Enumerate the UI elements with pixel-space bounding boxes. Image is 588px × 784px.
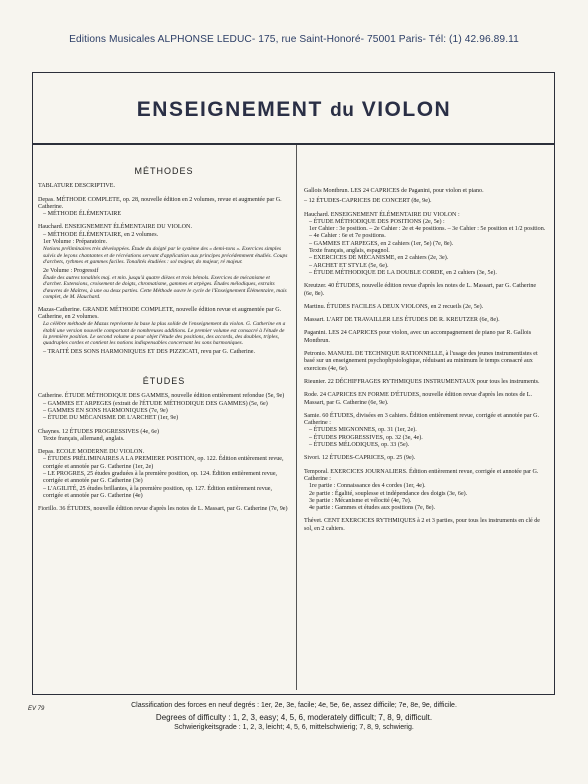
difficulty-de: Schwierigkeitsgrade : 1, 2, 3, leicht; 4, 5, 6, mittelschwierig; 7, 8, 9, schwierig. xyxy=(174,724,414,731)
title-divider xyxy=(32,143,555,145)
catalog-entry xyxy=(304,330,546,345)
entry-line: – LE PROGRES, 25 études graduées à la première position, op. 124. Édition entièrement revue, corrigée et annotée par G. Catherine (3e) xyxy=(43,471,278,485)
entry-line: Catherine. ÉTUDE MÉTHODIQUE DES GAMMES, nouvelle édition entièrement refondue (5e, 9e) xyxy=(38,393,285,400)
catalog-entry xyxy=(38,183,290,190)
catalog-entry xyxy=(304,304,546,311)
catalog-entry xyxy=(304,212,546,278)
entry-line: 2e Volume : Progressif xyxy=(43,267,99,274)
entry-line: 4e partie : Gammes et études aux positions (7e, 8e). xyxy=(309,505,436,512)
entry-line: 1er Cahier : 3e position. – 2e Cahier : 2e et 4e positions. – 3e Cahier : 5e position et 1/2 position. – 4e Cahier : 6e et 7e positions. xyxy=(309,226,546,240)
entry-line: – GAMMES ET ARPEGES, en 2 cahiers (1er, 5e) (7e, 8e). xyxy=(309,240,454,247)
catalog-entry xyxy=(38,393,290,422)
entry-line: Hauchard. ENSEIGNEMENT ÉLÉMENTAIRE DU VIOLON : xyxy=(304,211,460,218)
difficulty-fr: Classification des forces en neuf degrés : 1er, 2e, 3e, facile; 4e, 5e, 6e, assez difficile; 7e, 8e, 9e, difficile. xyxy=(131,702,457,709)
entry-line: – GAMMES EN SONS HARMONIQUES (7e, 9e) xyxy=(43,407,168,414)
entry-line: Mazas-Catherine. GRANDE MÉTHODE COMPLETE, nouvelle édition revue et augmentée par G. Catherine, en 2 volumes. xyxy=(38,306,282,320)
entry-line: Depas. MÉTHODE COMPLETE, op. 28, nouvelle édition en 2 volumes, revue et augmentée par G. Catherine. xyxy=(38,196,282,210)
left-column xyxy=(38,148,290,519)
right-column xyxy=(304,188,546,539)
catalog-entry xyxy=(304,469,546,513)
entry-line: Martinu. ÉTUDES FACILES A DEUX VIOLONS, en 2 recueils (2e, 5e). xyxy=(304,303,484,310)
entry-line: Samie. 60 ÉTUDES, divisées en 3 cahiers. Édition entièrement revue, corrigée et annotée par G. Catherine : xyxy=(304,412,540,427)
entry-line: Paganini. LES 24 CAPRICES pour violon, avec un accompagnement de piano par R. Gallois Montbrun. xyxy=(304,330,532,344)
difficulty-en: Degrees of difficulty : 1, 2, 3, easy; 4, 5, 6, moderately difficult; 7, 8, 9, difficult. xyxy=(155,713,433,722)
catalog-entry xyxy=(38,449,290,500)
entry-description: Étude des autres tonalités maj. et min. jusqu'à quatre dièzes et trois bémols. Exercices de mécanisme et d'archet. Extensions, croisement de doigts, chromatisme, gammes et arpèges. Études mélodiques, extraits d'œuvres de Maîtres, à une ou deux parties. Cette Méthode ouvre le cycle de l'Enseignement Élémentaire, mais complet, de M. Hauchard. xyxy=(43,274,287,301)
entry-line: Rieunier. 22 DÉCHIFFRAGES RYTHMIQUES INSTRUMENTAUX pour tous les instruments. xyxy=(304,378,540,385)
entry-line: 1er Volume : Préparatoire. xyxy=(43,239,108,246)
column-divider xyxy=(296,145,297,690)
section-etudes: ÉTUDES xyxy=(142,376,186,387)
entry-line: – ÉTUDES MÉLODIQUES, op. 33 (5e). xyxy=(309,442,410,449)
right-list xyxy=(304,198,546,533)
entry-line: Petronio. MANUEL DE TECHNIQUE RATIONNELLE, à l'usage des jeunes instrumentistes et basé sur un enseignement psychophysiologique, réduisant au minimum le temps consacré aux exercices (4e, 6e). xyxy=(304,351,538,372)
entry-description: La célèbre méthode de Mazas représente la base la plus solide de l'enseignement du violon. G. Catherine en a établi une version nouvelle comportant de nombreuses additions. Le premier volume est consacré à l'étude de la première position. Le second volume a pour objet l'étude des positions, des accords, des doubles, triples, quadruples cordes et contient les notions indispensables concernant les sons harmoniques. xyxy=(43,321,286,347)
entry-line: 1re partie : Connaissance des 4 cordes (1er, 4e). xyxy=(309,483,426,490)
entry-line: – ÉTUDES PROGRESSIVES, op. 32 (3e, 4e). xyxy=(309,434,423,441)
catalog-entry xyxy=(304,518,546,533)
catalog-entry xyxy=(38,224,290,300)
publisher-header: Editions Musicales ALPHONSE LEDUC- 175, rue Saint-Honoré- 75001 Paris- Tél: (1) 42.96.89.11 xyxy=(69,34,519,45)
entry-line: Temporal. EXERCICES JOURNALIERS. Édition entièrement revue, corrigée et annotée par G. Catherine : xyxy=(304,468,539,482)
catalog-code: EV 79 xyxy=(28,706,45,712)
entry-line: Sivori. 12 ÉTUDES-CAPRICES, op. 25 (9e). xyxy=(304,455,416,462)
entry-line: – MÉTHODE ÉLÉMENTAIRE xyxy=(43,211,122,218)
catalog-entry xyxy=(38,429,290,444)
entry-line: – ÉTUDES PRÉLIMINAIRES A LA PREMIERE POSITION, op. 122. Édition entièrement revue, corrigée et annotée par G. Catherine (1er, 2e) xyxy=(43,456,284,470)
entry-line: Chaynes. 12 ÉTUDES PROGRESSIVES (4e, 6e) xyxy=(38,428,160,435)
catalog-entry xyxy=(38,506,290,513)
entry-line: – GAMMES ET ARPEGES (extrait de l'ÉTUDE MÉTHODIQUE DES GAMMES) (5e, 6e) xyxy=(43,400,268,407)
entry-line: TABLATURE DESCRIPTIVE. xyxy=(38,183,116,190)
catalog-entry xyxy=(304,392,546,407)
methodes-list xyxy=(38,183,290,356)
catalog-entry xyxy=(304,379,546,386)
right-top-entry: Gallois Montbrun. LES 24 CAPRICES de Paganini, pour violon et piano. xyxy=(304,188,484,194)
entry-line: – TRAITÉ DES SONS HARMONIQUES ET DES PIZZICATI, revu par G. Catherine. xyxy=(43,348,256,355)
entry-description: Notions préliminaires très développées. Étude du doigté par le système des « demi-tons ». Exercices simples suivis de leçons chantantes et de récréations servant d'application aux principes précédemment étudiés. Coups d'archets, rythmes et gammes faciles. Tonalités étudiées : sol majeur, do majeur, ré majeur. xyxy=(43,246,288,266)
entry-line: Thévet. CENT EXERCICES RYTHMIQUES à 2 et 3 parties, pour tous les instruments en clé de sol, en 2 cahiers. xyxy=(304,518,540,532)
catalog-entry xyxy=(304,351,546,373)
page-title xyxy=(0,98,588,122)
entry-line: – EXERCICES DE MÉCANISME, en 2 cahiers (2e, 3e). xyxy=(309,255,449,262)
entry-line: – MÉTHODE ÉLÉMENTAIRE, en 2 volumes. xyxy=(43,231,159,238)
catalog-entry xyxy=(304,317,546,324)
entry-line: Texte français, anglais, espagnol. xyxy=(309,248,390,255)
entry-line: Kreutzer. 40 ÉTUDES, nouvelle édition revue d'après les notes de L. Massart, par G. Catherine (6e, 8e). xyxy=(304,283,537,297)
entry-line: – ÉTUDE MÉTHODIQUE DE LA DOUBLE CORDE, en 2 cahiers (3e, 5e). xyxy=(309,269,497,276)
section-methodes: MÉTHODES xyxy=(134,166,194,176)
entry-line: Massart. L'ART DE TRAVAILLER LES ÉTUDES DE R. KREUTZER (6e, 8e). xyxy=(304,317,500,324)
entry-line: 3e partie : Mécanisme et vélocité (4e, 7e). xyxy=(309,497,412,504)
entry-line: – ARCHET ET STYLE (5e, 6e). xyxy=(309,262,389,269)
entry-line: Rode. 24 CAPRICES EN FORME D'ÉTUDES, nouvelle édition revue d'après les notes de L. Massart, par G. Catherine (6e, 9e). xyxy=(304,392,532,406)
entry-line: – L'AGILITÉ, 25 études brillantes, à la première position, op. 127. Édition entièrement revue, corrigée et annotée par G. Catherine (4e) xyxy=(43,485,273,499)
catalog-entry xyxy=(38,197,290,219)
catalog-entry xyxy=(304,455,546,462)
title-word-1: ENSEIGNEMENT xyxy=(136,98,323,121)
catalog-entry xyxy=(304,198,546,205)
entry-line: Depas. ECOLE MODERNE DU VIOLON. xyxy=(38,449,145,456)
catalog-entry xyxy=(38,307,290,357)
catalog-entry xyxy=(304,283,546,298)
entry-line: Hauchard. ENSEIGNEMENT ÉLÉMENTAIRE DU VIOLON. xyxy=(38,224,192,231)
catalog-entry xyxy=(304,413,546,449)
entry-line: Texte français, allemand, anglais. xyxy=(43,435,125,442)
entry-line: – 12 ÉTUDES-CAPRICES DE CONCERT (8e, 9e). xyxy=(304,198,432,205)
entry-line: 2e partie : Égalité, souplesse et indépendance des doigts (3e, 6e). xyxy=(309,490,468,497)
entry-line: – ÉTUDE DU MÉCANISME DE L'ARCHET (1er, 9e) xyxy=(43,415,179,422)
etudes-list xyxy=(38,393,290,513)
title-word-3: VIOLON xyxy=(361,98,452,121)
title-word-2: du xyxy=(330,100,355,121)
entry-line: – ÉTUDE MÉTHODIQUE DES POSITIONS (2e, 5e) : xyxy=(309,218,445,225)
entry-line: – ÉTUDES MIGNONNES, op. 31 (1er, 2e). xyxy=(309,427,417,434)
entry-line: Fiorillo. 36 ÉTUDES, nouvelle édition revue d'après les notes de L. Massart, par G. Catherine (7e, 9e) xyxy=(38,506,288,513)
